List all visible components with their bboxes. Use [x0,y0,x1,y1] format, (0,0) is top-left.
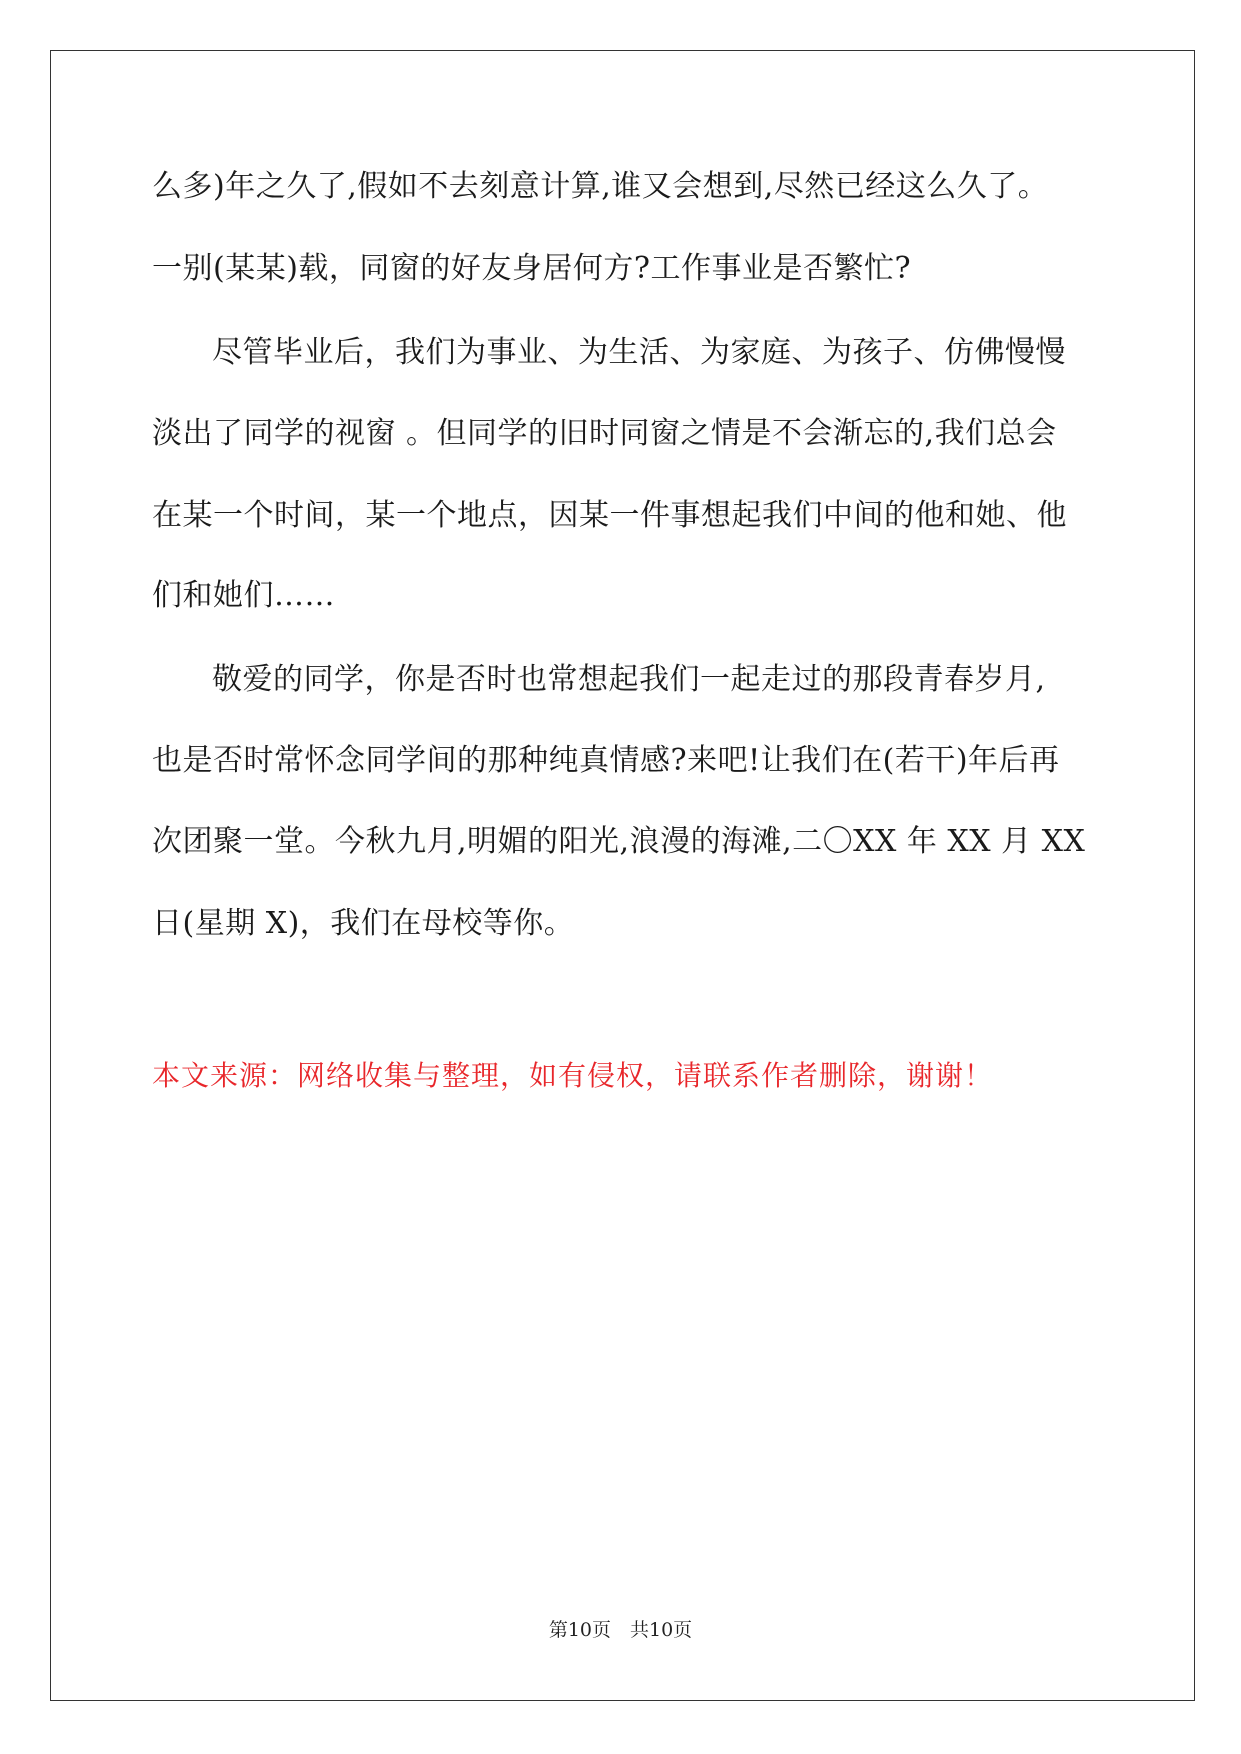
body-line-1: 么多)年之久了,假如不去刻意计算,谁又会想到,尽然已经这么久了。 [152,169,1049,204]
body-line-2: 一别(某某)载，同窗的好友身居何方?工作事业是否繁忙? [152,251,912,286]
body-line-4: 淡出了同学的视窗 。但同学的旧时同窗之情是不会渐忘的,我们总会 [152,416,1057,451]
body-line-10: 日(星期 X)，我们在母校等你。 [152,906,575,941]
body-line-8: 也是否时常怀念同学间的那种纯真情感?来吧!让我们在(若干)年后再 [152,743,1060,778]
body-line-5: 在某一个时间，某一个地点，因某一件事想起我们中间的他和她、他 [152,498,1067,533]
body-line-9: 次团聚一堂。今秋九月,明媚的阳光,浪漫的海滩,二〇XX 年 XX 月 XX [152,824,1086,859]
page-border [50,50,1195,1701]
body-line-6: 们和她们…… [152,578,335,613]
body-line-7: 敬爱的同学，你是否时也常想起我们一起走过的那段青春岁月, [212,662,1046,697]
source-note: 本文来源：网络收集与整理，如有侵权，请联系作者删除，谢谢！ [152,1059,994,1092]
page-footer: 第10页 共10页 [548,1619,693,1641]
body-line-3: 尽管毕业后，我们为事业、为生活、为家庭、为孩子、仿佛慢慢 [212,335,1066,370]
